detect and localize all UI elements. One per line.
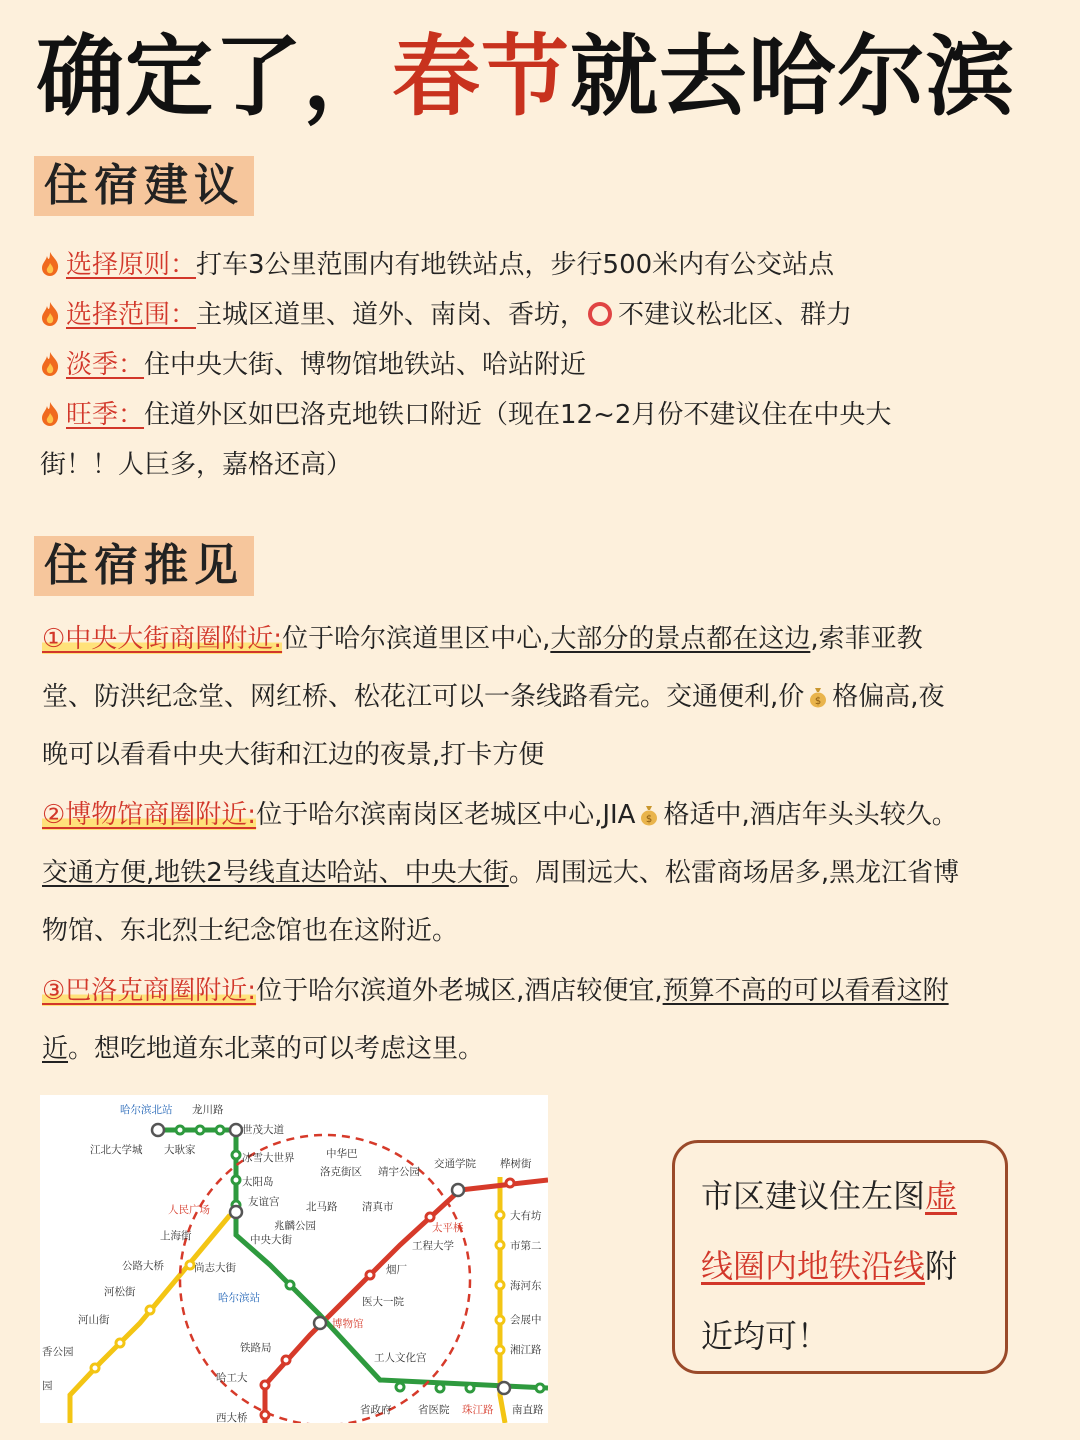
station-label: 南直路 xyxy=(512,1404,544,1416)
rec1-line2b: 格偏高,夜 xyxy=(832,682,945,712)
rec1-line2: 堂、防洪纪念堂、网红桥、松花江可以一条线路看完。交通便利,价 xyxy=(42,682,805,712)
station-label: 世茂大道 xyxy=(242,1124,284,1136)
station-label: 中央大街 xyxy=(250,1234,292,1246)
advice-item xyxy=(40,340,1040,390)
station-label: 博物馆 xyxy=(332,1318,364,1330)
lodging-advice-heading: 住宿建议 xyxy=(34,156,254,216)
station-label: 友谊宫 xyxy=(248,1196,280,1208)
rec3-underline2: 近 xyxy=(42,1034,69,1064)
circle-icon xyxy=(588,302,612,326)
station-label: 交通学院 xyxy=(434,1158,476,1170)
title-part1: 确定了， xyxy=(36,25,393,128)
station-label: 大有坊 xyxy=(510,1210,542,1222)
rec2-text-b: 格适中,酒店年头头较久。 xyxy=(663,800,958,830)
station-label: 江北大学城 xyxy=(90,1144,143,1156)
money-bag-icon xyxy=(808,686,828,708)
svg-text:$: $ xyxy=(646,814,653,825)
station-label: 洛克街区 xyxy=(320,1166,362,1178)
rec-central-street xyxy=(42,610,1042,784)
rec3-label: ③巴洛克商圈附近: xyxy=(42,976,257,1006)
advice-text: 打车3公里范围内有地铁站点，步行500米内有公交站点 xyxy=(196,250,835,280)
rec2-text2: 。周围远大、松雷商场居多,黑龙江省博 xyxy=(508,858,960,888)
fire-icon xyxy=(40,401,60,427)
station-label: 铁路局 xyxy=(240,1342,272,1354)
station-label: 人民广场 xyxy=(168,1204,210,1216)
advice-continuation: 街！！人巨多，嘉格还高） xyxy=(40,450,353,480)
money-bag-icon xyxy=(639,804,659,826)
lodging-recs-heading: 住宿推见 xyxy=(34,536,254,596)
fire-icon xyxy=(40,251,60,277)
fire-icon xyxy=(40,301,60,327)
station-label: 香公园 xyxy=(42,1346,74,1358)
station-label: 省政府 xyxy=(360,1404,392,1416)
fire-icon xyxy=(40,351,60,377)
station-label: 中华巴 xyxy=(326,1148,358,1160)
rec3-text: 位于哈尔滨道外老城区,酒店较便宜, xyxy=(256,976,663,1006)
advice-item xyxy=(40,290,1040,340)
advice-note: 不建议松北区、群力 xyxy=(618,300,853,330)
rec2-text: 位于哈尔滨南岗区老城区中心,JIA xyxy=(256,800,636,830)
station-label: 北马路 xyxy=(306,1201,338,1213)
station-label: 河山街 xyxy=(78,1314,110,1326)
advice-item xyxy=(40,390,1040,440)
title-highlight: 春节 xyxy=(392,25,571,128)
advice-label: 选择范围： xyxy=(66,300,197,330)
station-label: 公路大桥 xyxy=(122,1260,164,1272)
callout-text: 附 xyxy=(925,1247,958,1285)
station-label: 大耿家 xyxy=(164,1144,196,1156)
rec1-line3: 晚可以看看中央大街和江边的夜景,打卡方便 xyxy=(42,740,545,770)
callout-highlight: 线圈内地铁沿线 xyxy=(701,1247,926,1285)
station-label: 湘江路 xyxy=(510,1344,542,1356)
callout-highlight: 虚 xyxy=(925,1177,958,1215)
rec2-line3: 物馆、东北烈士纪念馆也在这附近。 xyxy=(42,916,459,946)
title-part2: 就去哈尔滨 xyxy=(570,25,1016,128)
station-label: 太平桥 xyxy=(432,1222,464,1234)
rec1-label: ①中央大街商圈附近: xyxy=(42,624,283,654)
advice-text: 住道外区如巴洛克地铁口附近（现在12~2月份不建议住在中央大 xyxy=(144,400,892,430)
rec1-underline: 大部分的景点都在这边 xyxy=(550,624,811,654)
station-label: 医大一院 xyxy=(362,1296,404,1308)
station-label: 市第二 xyxy=(510,1240,542,1252)
station-label: 西大桥 xyxy=(216,1412,248,1423)
station-label: 工人文化宫 xyxy=(374,1352,427,1364)
rec3-text2: 。想吃地道东北菜的可以考虑这里。 xyxy=(68,1034,485,1064)
rec3-underline: 预算不高的可以看看这附 xyxy=(662,976,949,1006)
subway-map xyxy=(40,1095,548,1423)
callout-text: 近均可！ xyxy=(701,1317,830,1355)
page-title xyxy=(36,22,1056,132)
rec2-underline: 交通方便,地铁2号线直达哈站、中央大街 xyxy=(42,858,509,888)
station-label: 园 xyxy=(42,1380,53,1392)
station-label: 工程大学 xyxy=(412,1240,454,1252)
station-label: 桦树街 xyxy=(500,1158,532,1170)
rec2-label: ②博物馆商圈附近: xyxy=(42,800,257,830)
station-label: 省医院 xyxy=(418,1404,450,1416)
station-label: 会展中 xyxy=(510,1314,542,1326)
station-label: 海河东 xyxy=(510,1280,542,1292)
advice-text: 住中央大街、博物馆地铁站、哈站附近 xyxy=(144,350,587,380)
station-label: 龙川路 xyxy=(192,1104,224,1116)
station-label: 珠江路 xyxy=(462,1404,494,1416)
station-label: 冰雪大世界 xyxy=(242,1152,295,1164)
rec-museum xyxy=(42,786,1042,960)
advice-text: 主城区道里、道外、南岗、香坊， xyxy=(196,300,587,330)
station-label: 靖宇公园 xyxy=(378,1166,420,1178)
station-label: 哈尔滨站 xyxy=(218,1292,260,1304)
station-label: 清真市 xyxy=(362,1201,394,1213)
advice-label: 选择原则： xyxy=(66,250,197,280)
station-label: 尚志大街 xyxy=(194,1262,236,1274)
advice-item xyxy=(40,240,1040,290)
station-label: 河松街 xyxy=(104,1286,136,1298)
station-label: 兆麟公园 xyxy=(274,1220,316,1232)
rec-baroque xyxy=(42,962,1042,1078)
station-label: 上海街 xyxy=(160,1230,192,1242)
rec1-text: 位于哈尔滨道里区中心, xyxy=(282,624,551,654)
station-label: 太阳岛 xyxy=(242,1176,274,1188)
station-label: 烟厂 xyxy=(386,1264,407,1276)
station-label: 哈尔滨北站 xyxy=(120,1104,173,1116)
lodging-advice-list xyxy=(40,240,1040,490)
rec1-text2: ,索菲亚教 xyxy=(810,624,923,654)
svg-text:$: $ xyxy=(815,696,822,707)
advice-label: 旺季： xyxy=(66,400,145,430)
station-label: 哈工大 xyxy=(216,1372,248,1384)
advice-label: 淡季： xyxy=(66,350,145,380)
callout-text: 市区建议住左图 xyxy=(701,1177,926,1215)
callout-box xyxy=(672,1140,1008,1374)
